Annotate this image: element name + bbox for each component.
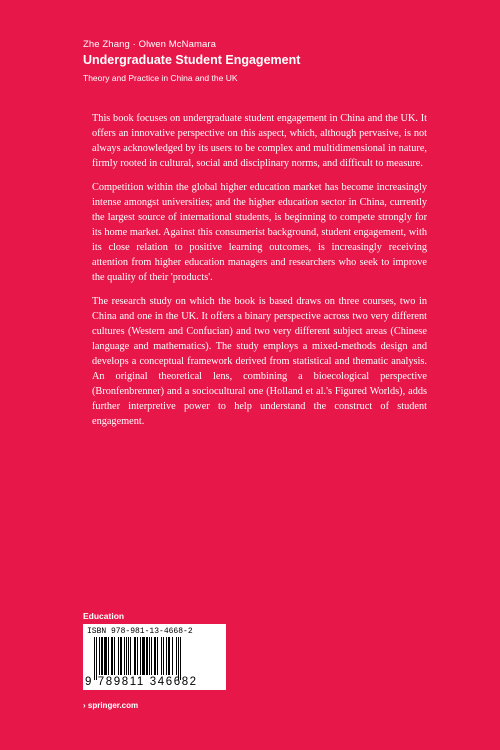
isbn-label: ISBN 978-981-13-4668-2 (87, 627, 193, 636)
blurb (92, 111, 427, 438)
barcode-bars-icon (94, 637, 221, 679)
subject-category: Education (83, 611, 125, 621)
book-title: Undergraduate Student Engagement (83, 53, 301, 67)
book-subtitle: Theory and Practice in China and the UK (83, 73, 238, 83)
publisher-link[interactable]: › springer.com (83, 701, 139, 710)
blurb-paragraph: Competition within the global higher education market has become increasingly intense amongst universities; and the higher education sector in China, currently the largest source of international students, is beginning to compete strongly for its home market. Against this consumerist background, student engagement, with its close relation to positive learning outcomes, is increasingly receiving attention from higher education managers and researchers who seek to improve the quality of their 'products'. (92, 182, 427, 283)
blurb-paragraph: This book focuses on undergraduate student engagement in China and the UK. It offers an innovative perspective on this aspect, which, although pervasive, is not always acknowledged by its users to be complex and multidimensional in nature, firmly rooted in cultural, social and disciplinary norms, and difficult to measure. (92, 113, 427, 169)
authors: Zhe Zhang · Olwen McNamara (83, 39, 217, 50)
isbn-barcode (83, 624, 226, 690)
blurb-paragraph: The research study on which the book is based draws on three courses, two in China and one in the UK. It offers a binary perspective across two very different cultures (Western and Confucian) and two very different subject areas (Chinese language and mathematics). The study employs a mixed-methods design and develops a conceptual framework derived from statistical and thematic analysis. An original theoretical lens, combining a bioecological perspective (Bronfenbrenner) and a sociocultural one (Holland et al.'s Figured Worlds), adds further interpretive power to help understand the construct of student engagement. (92, 296, 427, 427)
isbn-digits: 9 789811 346682 (85, 676, 198, 688)
